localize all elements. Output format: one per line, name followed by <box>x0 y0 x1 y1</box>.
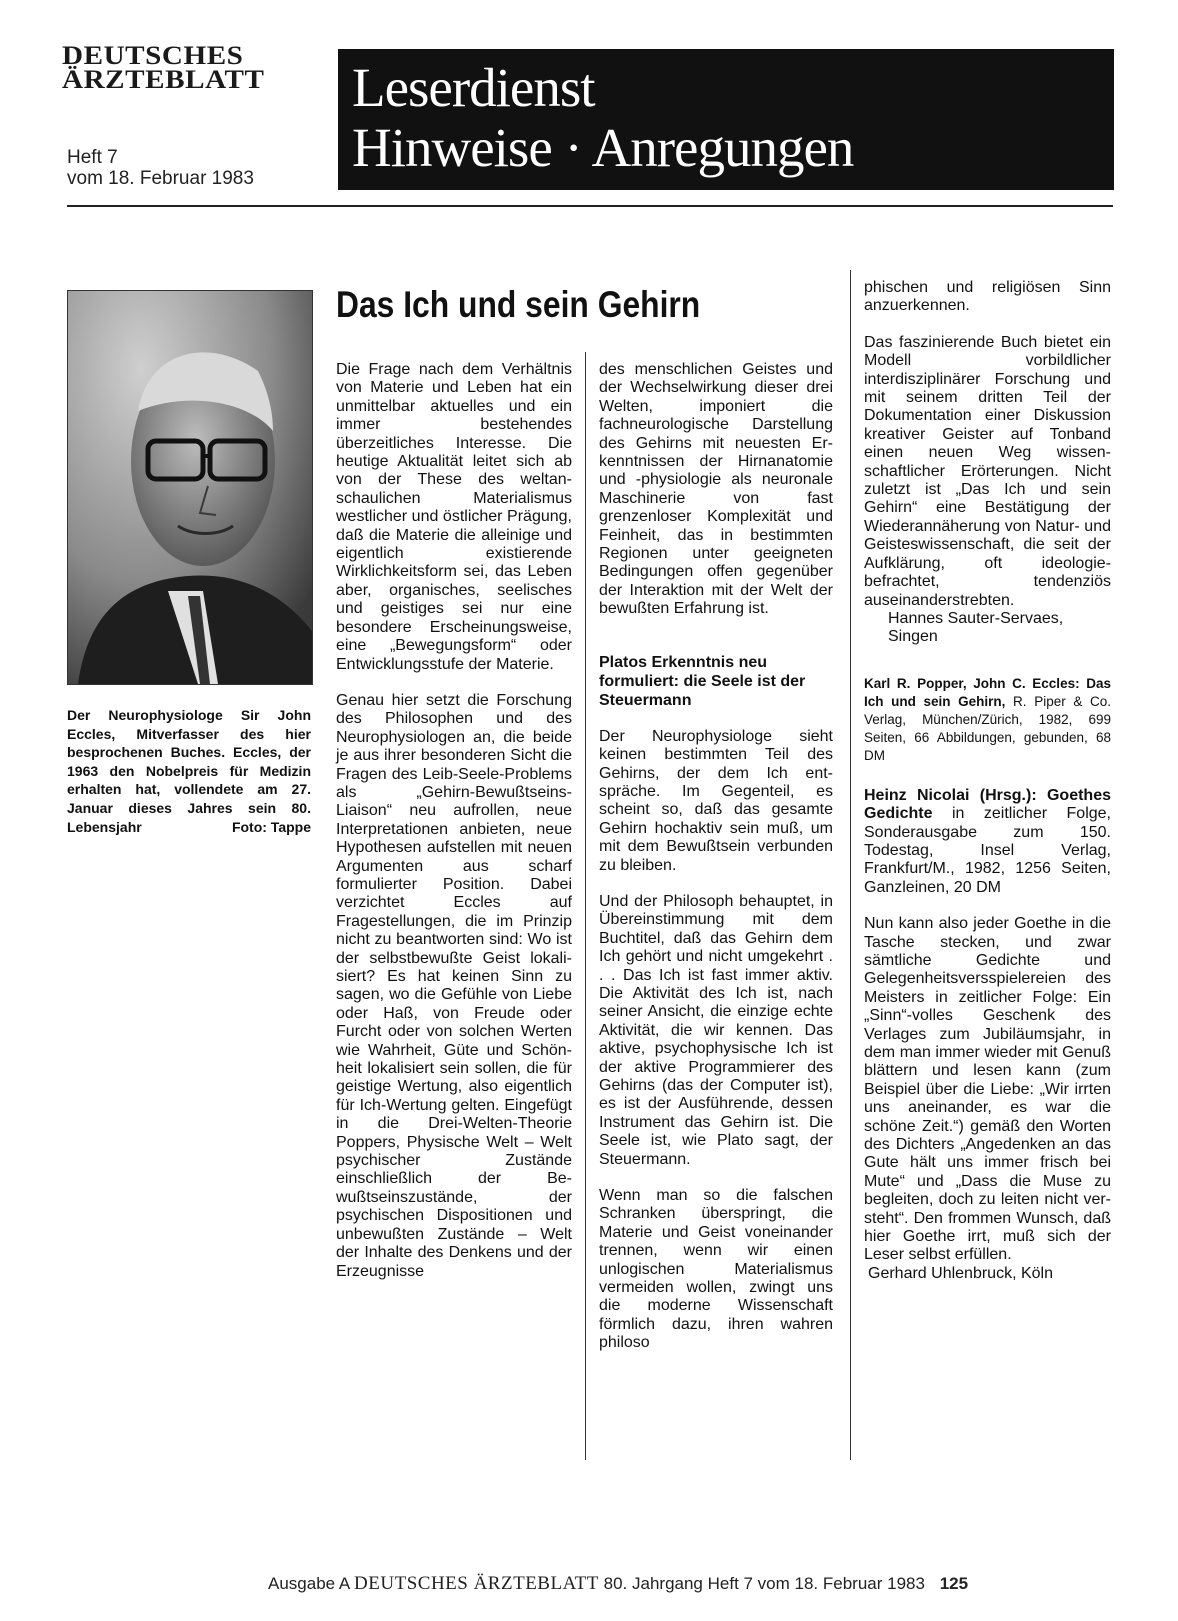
paragraph: phischen und religiösen Sinn anzuerkennen. <box>864 279 1111 315</box>
footer-edition: Ausgabe A <box>268 1574 350 1593</box>
article-column-2 <box>599 361 833 1353</box>
book-reference-1 <box>864 675 1111 765</box>
masthead-logo <box>62 41 302 94</box>
signature-gerhard: Gerhard Uhlenbruck, Köln <box>868 1264 1053 1282</box>
masthead-line-2: ÄRZTEBLATT <box>62 65 265 94</box>
article-column-3 <box>864 279 1111 1283</box>
signature-hannes <box>864 610 1111 647</box>
issue-date: vom 18. Februar 1983 <box>67 168 254 189</box>
book-title: Heinz Nicolai (Hrsg.): Goethes Gedichte <box>864 786 1111 823</box>
portrait-illustration <box>68 291 312 684</box>
banner-line-1: Leserdienst <box>352 57 595 118</box>
paragraph: Und der Philosoph behauptet, in Übereinstimmung mit dem Buchtitel, daß das Gehirn dem Ich gehört und nicht umgekehrt . . . Das Ich ist fast immer aktiv. Die Aktivität des Ich ist, nach seiner Ansicht, die einzige echte Aktivität, die wir kennen. Das aktive, psychophysische Ich ist der aktive Programmierer des Gehirns (das der Computer ist), es ist der Ausführende, dessen Instrument das Gehirn ist. Die Seele ist, wie Plato sagt, der Steuermann. <box>599 892 833 1168</box>
column-divider <box>585 352 586 1460</box>
portrait-photo <box>67 290 313 685</box>
photo-caption <box>67 706 311 836</box>
photo-credit: Foto: Tappe <box>231 818 311 835</box>
footer-info: 80. Jahrgang Heft 7 vom 18. Februar 1983 <box>603 1574 925 1593</box>
page-number: 125 <box>939 1574 969 1593</box>
signature-name: Hannes Sauter-Servaes, <box>888 609 1064 627</box>
paragraph: Nun kann also jeder Goethe in die Tasche stecken, und zwar sämtliche Gedichte und Gelegenheitsversspielereien des Meisters in zeitlicher Folge: Ein „Sinn“-volles Geschenk des Verlages zum Jubiläumsjahr, in dem man immer wieder mit Genuß blättern und lesen kann (zum Beispiel über die Liebe: „Wir irrten uns aneinander, es war die schöne Zeit.“) gemäß den Worten des Dichters „Angedenken an das Gute hält uns immer frisch bei Mute“ und „Dass die Muse zu begleiten, doch zu leiten nicht versteht“. Den frommen Wunsch, daß hier Goethe irrt, muß sich der Leser selbst erfüllen. <box>864 915 1111 1264</box>
column-divider <box>850 270 851 1460</box>
issue-info <box>67 147 254 189</box>
page-footer <box>268 1573 968 1595</box>
section-banner <box>338 49 1114 190</box>
paragraph: des menschlichen Geistes und der Wechselwirkung dieser drei Welten, imponiert die fachneurologische Darstellung des Gehirns mit neuesten Erkenntnissen der Hirnanatomie und -physiologie als neuronale Maschinerie von fast grenzenloser Komplexität und Feinheit, das in bestimmten Regionen unter geeigneten Bedingungen offen gegenüber der Interaktion mit der Welt der bewußten Erfahrung ist. <box>599 361 833 618</box>
masthead-line-1: DEUTSCHES <box>62 41 244 70</box>
header-rule <box>67 205 1113 207</box>
subheading: Platos Erkenntnis neu formuliert: die Seele ist der Steuermann <box>599 653 806 709</box>
paragraph: Wenn man so die falschen Schranken überspringt, die Materie und Geist voneinander trennen, wenn wir einen unlogischen Materialismus vermeiden wollen, zwingt uns die moderne Wissenschaft förmlich dazu, ihren wahren philoso <box>599 1187 833 1352</box>
paragraph: Genau hier setzt die Forschung des Philosophen und des Neurophysiologen an, die beide je aus ihrer besonderen Sicht die Fragen des Leib-Seele-Problems als „Gehirn-Bewußtseins-Liaison“ neu aufrollen, neue Interpretationen anbieten, neue Hypothesen aufstellen mit neuen Argumenten aus scharf formulierter Position. Dabei verzichtet Eccles auf Fragestellungen, die im Prinzip nicht zu beantworten sind: Wo ist der selbstbewußte Geist lokalisiert? Es hat keinen Sinn zu sagen, wo die Gefühle von Liebe oder Haß, von Freude oder Furcht oder von solchen Werten wie Wahrheit, Güte und Schönheit lokalisiert sein sollen, die für geistige Wertung, also eigentlich für Ich-Wertung gelten. Eingefügt in die Drei-Welten-Theorie Poppers, Physische Welt – Welt psychischer Zustände einschließlich der Bewußtseinszustände, der psychischen Dispositionen und unbewußten Zustände – Welt der Inhalte des Denkens und der Erzeugnisse <box>336 691 572 1280</box>
caption-text: Der Neurophysiologe Sir John Eccles, Mitverfasser des hier besprochenen Buches. Eccles, der 1963 den Nobelpreis für Medizin erhalten hat, vollendete am 27. Januar dieses Jahres sein 80. Lebensjahr <box>67 707 311 835</box>
paragraph: Das faszinierende Buch bietet ein Modell vorbildlicher interdisziplinärer Forschung und mit seinem dritten Teil der Dokumentation einer Diskussion kreativer Geister auf Tonband einen neuen Weg wissenschaftlicher Erörterungen. Nicht zuletzt ist „Das Ich und sein Gehirn“ eine Bestätigung der Wiederannäherung von Natur- und Geisteswissenschaft, die seit der Aufklärung, oft ideologie-befrachtet, tendenziös auseinanderstrebten. <box>864 333 1111 609</box>
issue-number: Heft 7 <box>67 147 118 168</box>
paragraph: Die Frage nach dem Verhältnis von Materie und Leben hat ein unmittelbar aktuelles und ein immer bestehendes überzeitliches Interesse. Die heutige Aktualität leitet sich ab von der These des weltanschaulichen Materialismus westlicher und östlicher Prägung, daß die Materie die alleinige und eigentlich existierende Wirklichkeitsform sei, das Leben aber, organisches, seelisches und geistiges sei nur eine besondere Erscheinungsweise, eine „Bewegungsform“ oder Entwicklungsstufe der Materie. <box>336 361 572 673</box>
book-details: R. Piper & Co. Verlag, München/Zürich, 1982, 699 Seiten, 66 Abbildungen, gebunden, 68 DM <box>864 693 1111 763</box>
banner-line-2: Hinweise · Anregungen <box>352 117 854 178</box>
article-column-1 <box>336 361 572 1281</box>
book-reference-2 <box>864 787 1111 897</box>
book-details: in zeitlicher Folge, Sonderausgabe zum 150. Todestag, Insel Verlag, Frankfurt/M., 1982, 1256 Seiten, Ganzleinen, 20 DM <box>864 805 1111 896</box>
signature-city: Singen <box>888 628 938 646</box>
footer-brand: DEUTSCHES ÄRZTEBLATT <box>354 1573 599 1594</box>
book-title: Karl R. Popper, John C. Eccles: Das Ich und sein Gehirn, <box>864 675 1111 709</box>
article-title: Das Ich und sein Gehirn <box>336 284 701 325</box>
paragraph: Der Neurophysiologe sieht keinen bestimmten Teil des Gehirns, der dem Ich entspräche. Im Gegenteil, es scheint so, daß das gesamte Gehirn hochaktiv sein muß, um mit dem Bewußtsein verbunden zu bleiben. <box>599 727 833 874</box>
